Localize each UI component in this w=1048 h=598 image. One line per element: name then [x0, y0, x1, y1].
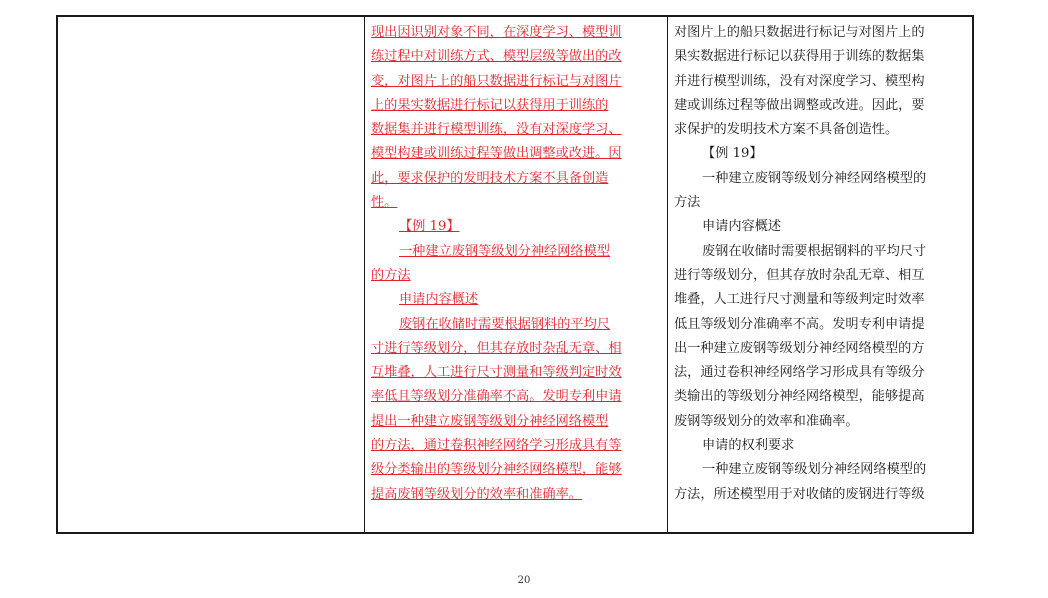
- example-title-cont: 的方法: [371, 267, 411, 283]
- text-line: 互堆叠，人工进行尺寸测量和等级判定时效: [371, 365, 622, 381]
- text-line: 模型构建或训练过程等做出调整或改进。因: [371, 146, 622, 162]
- revised-text-column: [365, 17, 668, 532]
- text-line: 方法，所述模型用于对收储的废钢进行等级: [674, 486, 925, 502]
- text-line: 对图片上的船只数据进行标记与对图片上的: [674, 25, 925, 40]
- text-line: 此，要求保护的发明技术方案不具备创造: [371, 170, 609, 186]
- text-line: 堆叠，人工进行尺寸测量和等级判定时效率: [674, 292, 925, 308]
- text-line: 变，对图片上的船只数据进行标记与对图片: [371, 73, 622, 89]
- text-line: 并进行模型训练，没有对深度学习、模型构: [674, 73, 925, 89]
- section-heading: 申请内容概述: [702, 219, 782, 235]
- text-line: 建或训练过程等做出调整或改进。因此，要: [674, 97, 925, 113]
- text-line: 进行等级划分，但其存放时杂乱无章、相互: [674, 267, 925, 283]
- text-line: 现出因识别对象不同，在深度学习、模型训: [371, 25, 622, 40]
- text-line: 数据集并进行模型训练，没有对深度学习、: [371, 122, 622, 138]
- text-line: 废钢等级划分的效率和准确率。: [674, 413, 859, 429]
- text-line: 提出一种建立废钢等级划分神经网络模型: [371, 413, 609, 429]
- text-line: 出一种建立废钢等级划分神经网络模型的方: [674, 340, 925, 356]
- page-number: 20: [517, 575, 531, 586]
- text-line: 级分类输出的等级划分神经网络模型，能够: [371, 462, 622, 478]
- text-line: 果实数据进行标记以获得用于训练的数据集: [674, 49, 925, 65]
- empty-column: [58, 17, 365, 532]
- text-line: 的方法，通过卷积神经网络学习形成具有等: [371, 438, 622, 454]
- text-line: 低且等级划分准确率不高。发明专利申请提: [674, 316, 925, 332]
- text-line: 率低且等级划分准确率不高。发明专利申请: [371, 389, 622, 405]
- example-heading: 【例 19】: [702, 146, 763, 162]
- text-line: 提高废钢等级划分的效率和准确率。: [371, 486, 582, 502]
- example-heading: 【例 19】: [399, 219, 460, 235]
- text-line: 废钢在收储时需要根据钢料的平均尺: [399, 316, 610, 332]
- example-title: 一种建立废钢等级划分神经网络模型的: [702, 170, 927, 186]
- text-line: 类输出的等级划分神经网络模型，能够提高: [674, 389, 925, 405]
- text-line: 求保护的发明技术方案不具备创造性。: [674, 122, 899, 138]
- example-title-cont: 方法: [674, 195, 701, 211]
- section-heading: 申请内容概述: [399, 292, 479, 308]
- original-text-column: [668, 17, 972, 532]
- text-line: 性。: [371, 195, 398, 211]
- comparison-table: [56, 15, 974, 534]
- text-line: 法，通过卷积神经网络学习形成具有等级分: [674, 365, 925, 381]
- section-heading: 申请的权利要求: [702, 438, 795, 454]
- text-line: 一种建立废钢等级划分神经网络模型的: [702, 462, 927, 478]
- text-line: 寸进行等级划分，但其存放时杂乱无章、相: [371, 340, 622, 356]
- text-line: 上的果实数据进行标记以获得用于训练的: [371, 97, 609, 113]
- text-line: 废钢在收储时需要根据钢料的平均尺寸: [702, 243, 927, 259]
- example-title: 一种建立废钢等级划分神经网络模型: [399, 243, 610, 259]
- text-line: 练过程中对训练方式、模型层级等做出的改: [371, 49, 622, 65]
